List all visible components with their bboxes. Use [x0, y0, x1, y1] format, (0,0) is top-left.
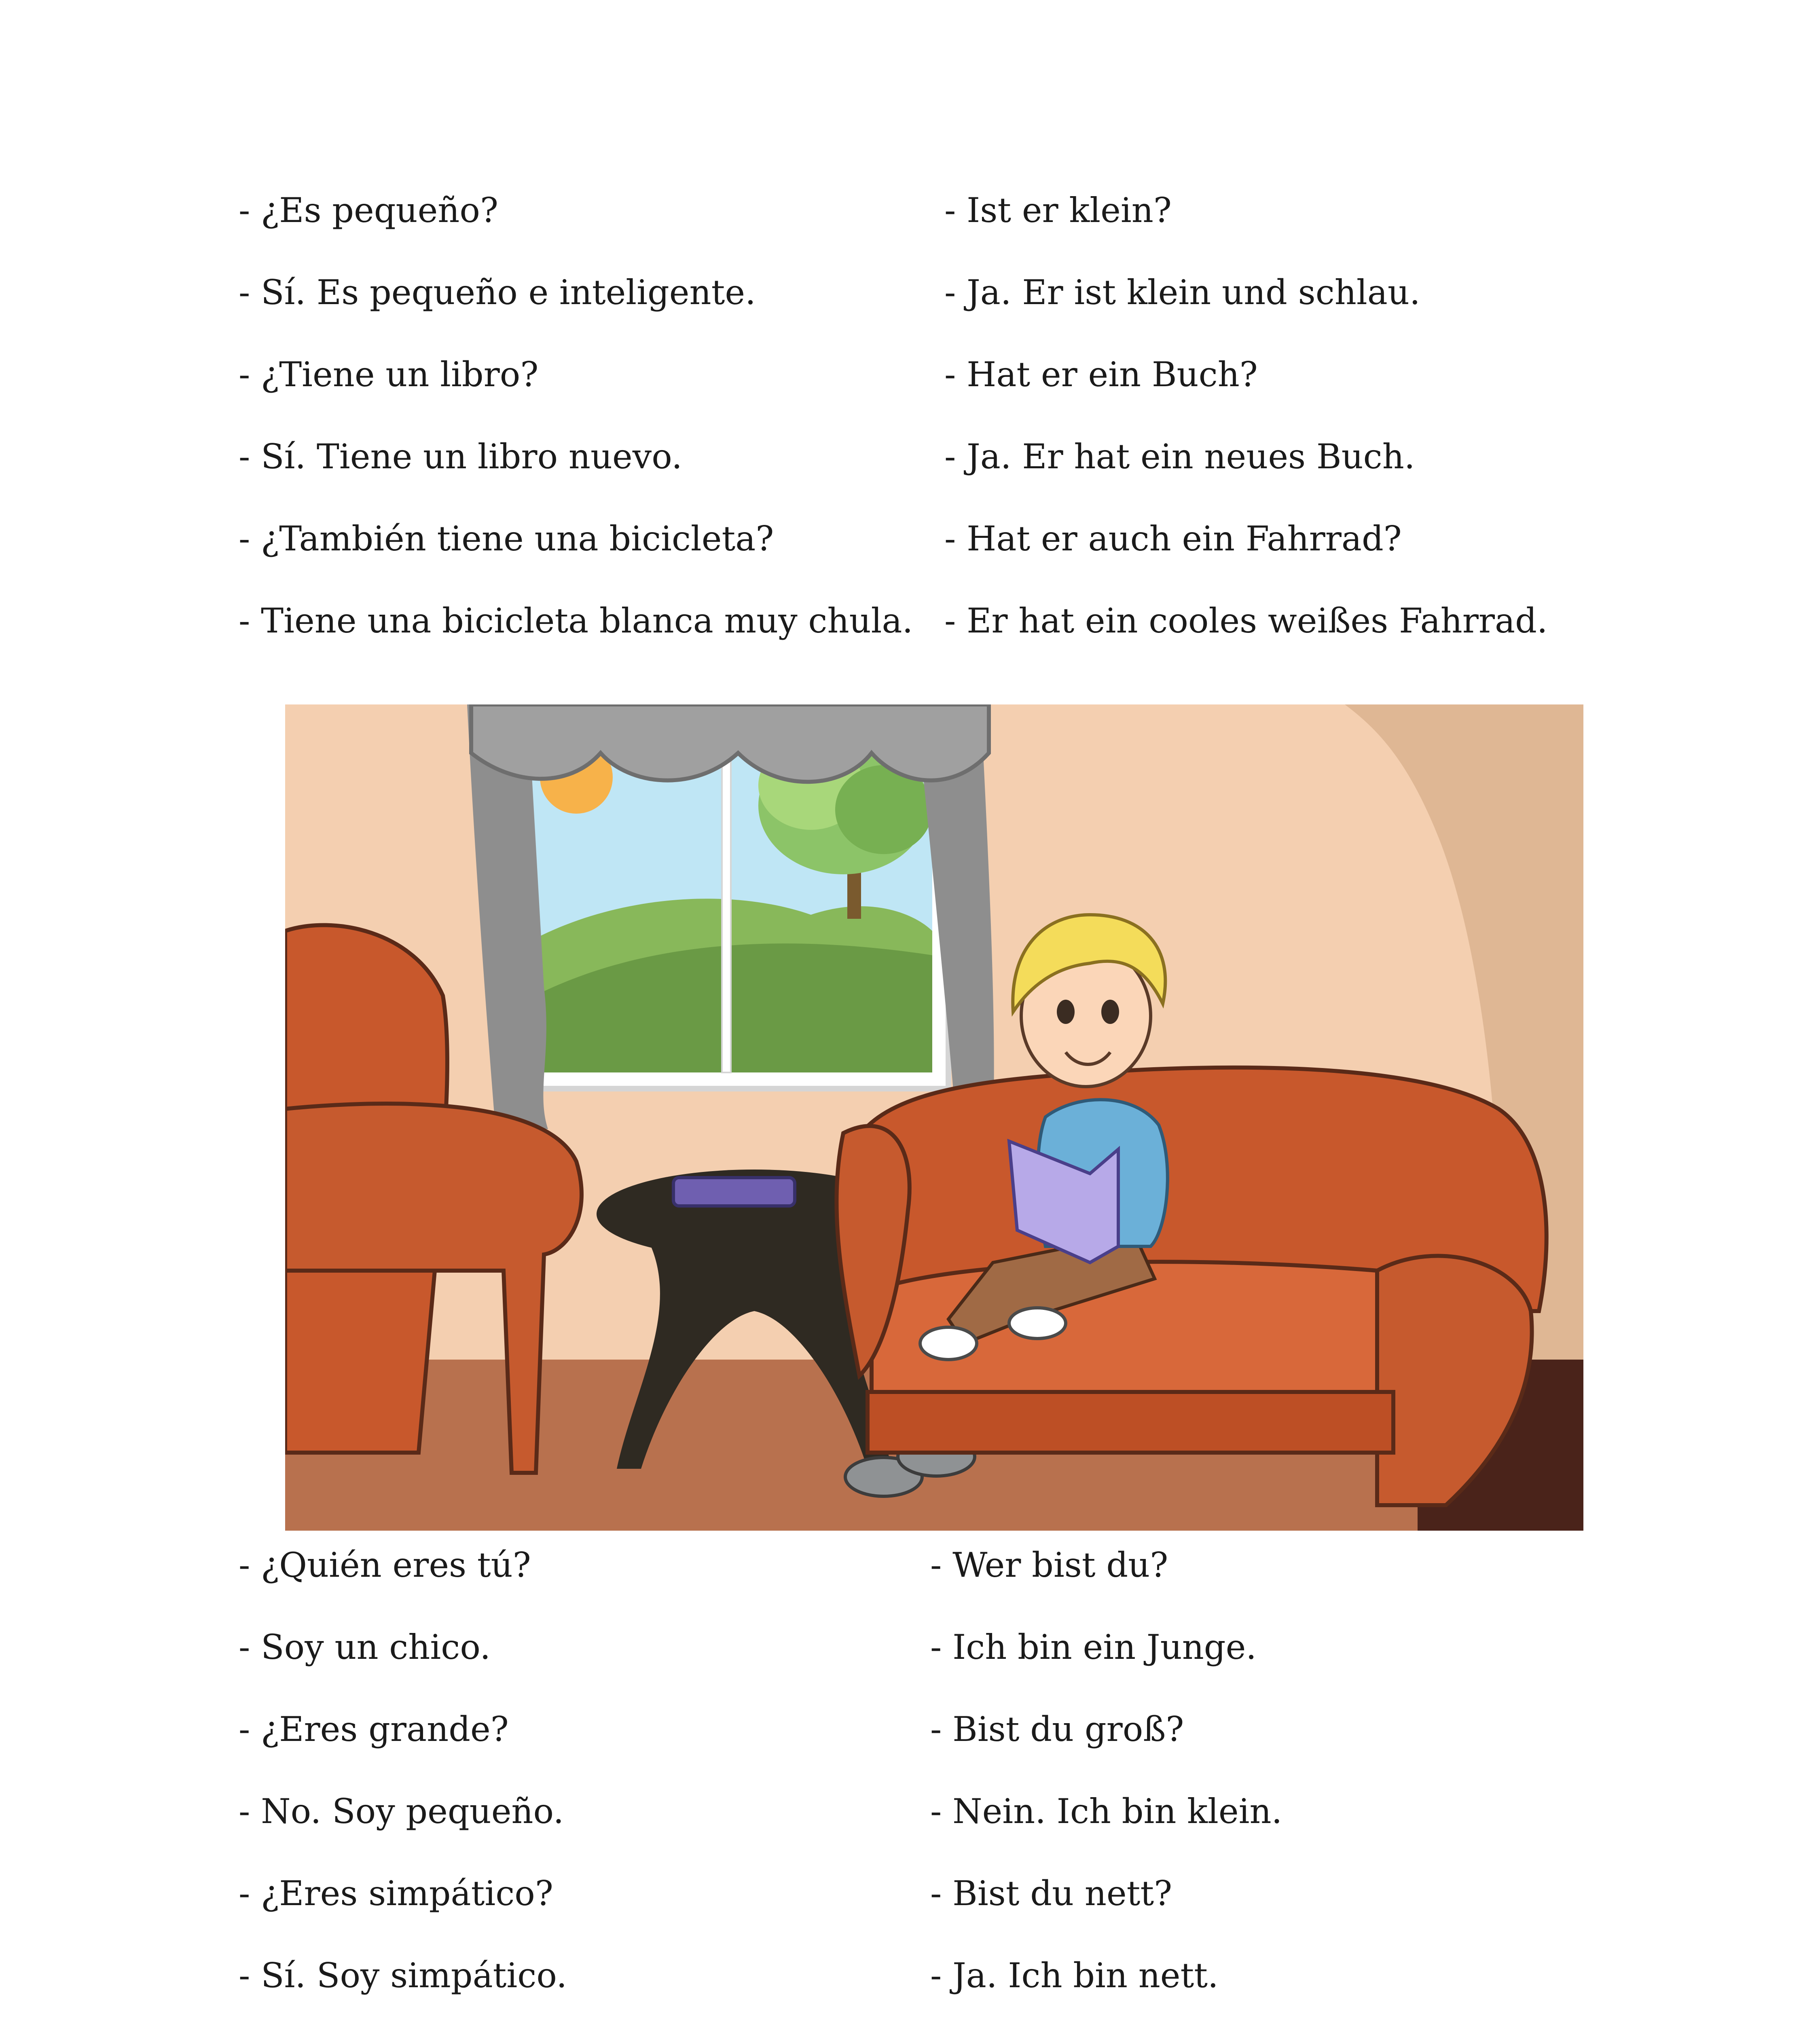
spanish-line: - Soy un chico. [239, 1627, 491, 1667]
german-line: - Ich bin ein Junge. [930, 1627, 1257, 1667]
german-line: - Ist er klein? [944, 190, 1172, 230]
dialog-row [0, 190, 1820, 251]
dialog-row [0, 518, 1820, 579]
illustration-boy-reading [285, 704, 1583, 1531]
spanish-line: - No. Soy pequeño. [239, 1791, 564, 1831]
window-mullion [722, 745, 731, 1072]
spanish-line: - ¿Quién eres tú? [239, 1545, 531, 1585]
spanish-line: - ¿Tiene un libro? [239, 355, 539, 394]
german-line: - Wer bist du? [930, 1545, 1168, 1585]
boy-eye [1101, 1000, 1119, 1024]
dialog-row [0, 1627, 1820, 1688]
boy-shoe [920, 1327, 977, 1360]
dialog-row [0, 436, 1820, 497]
spanish-line: - Sí. Soy simpático. [239, 1956, 567, 1995]
sofa-base [868, 1392, 1393, 1453]
dialog-row [0, 272, 1820, 333]
german-line: - Nein. Ich bin klein. [930, 1791, 1282, 1831]
spanish-line: - ¿Es pequeño? [239, 190, 499, 230]
spanish-line: - Sí. Tiene un libro nuevo. [239, 437, 683, 476]
spanish-line: - ¿También tiene una bicicleta? [239, 519, 774, 558]
german-line: - Ja. Er hat ein neues Buch. [944, 437, 1415, 476]
spanish-line: - Sí. Es pequeño e inteligente. [239, 273, 756, 312]
book-on-table [673, 1178, 795, 1206]
german-line: - Hat er ein Buch? [944, 355, 1258, 394]
boy-eye [1057, 1000, 1075, 1024]
dialog-row [0, 1709, 1820, 1770]
dialog-row [0, 1955, 1820, 2016]
spanish-line: - ¿Eres simpático? [239, 1874, 553, 1913]
spanish-line: - ¿Eres grande? [239, 1709, 509, 1749]
german-line: - Hat er auch ein Fahrrad? [944, 519, 1402, 558]
dialog-row [0, 601, 1820, 661]
german-line: - Ja. Er ist klein und schlau. [944, 273, 1420, 312]
spanish-line: - Tiene una bicicleta blanca muy chula. [239, 601, 913, 641]
dialog-row [0, 1873, 1820, 1934]
dialog-row [0, 354, 1820, 415]
dialog-row [0, 1545, 1820, 1605]
german-line: - Er hat ein cooles weißes Fahrrad. [944, 601, 1548, 641]
boy-shoe [1009, 1308, 1066, 1339]
german-line: - Bist du groß? [930, 1709, 1184, 1749]
dialog-row [0, 1791, 1820, 1852]
german-line: - Ja. Ich bin nett. [930, 1956, 1219, 1995]
german-line: - Bist du nett? [930, 1874, 1172, 1913]
